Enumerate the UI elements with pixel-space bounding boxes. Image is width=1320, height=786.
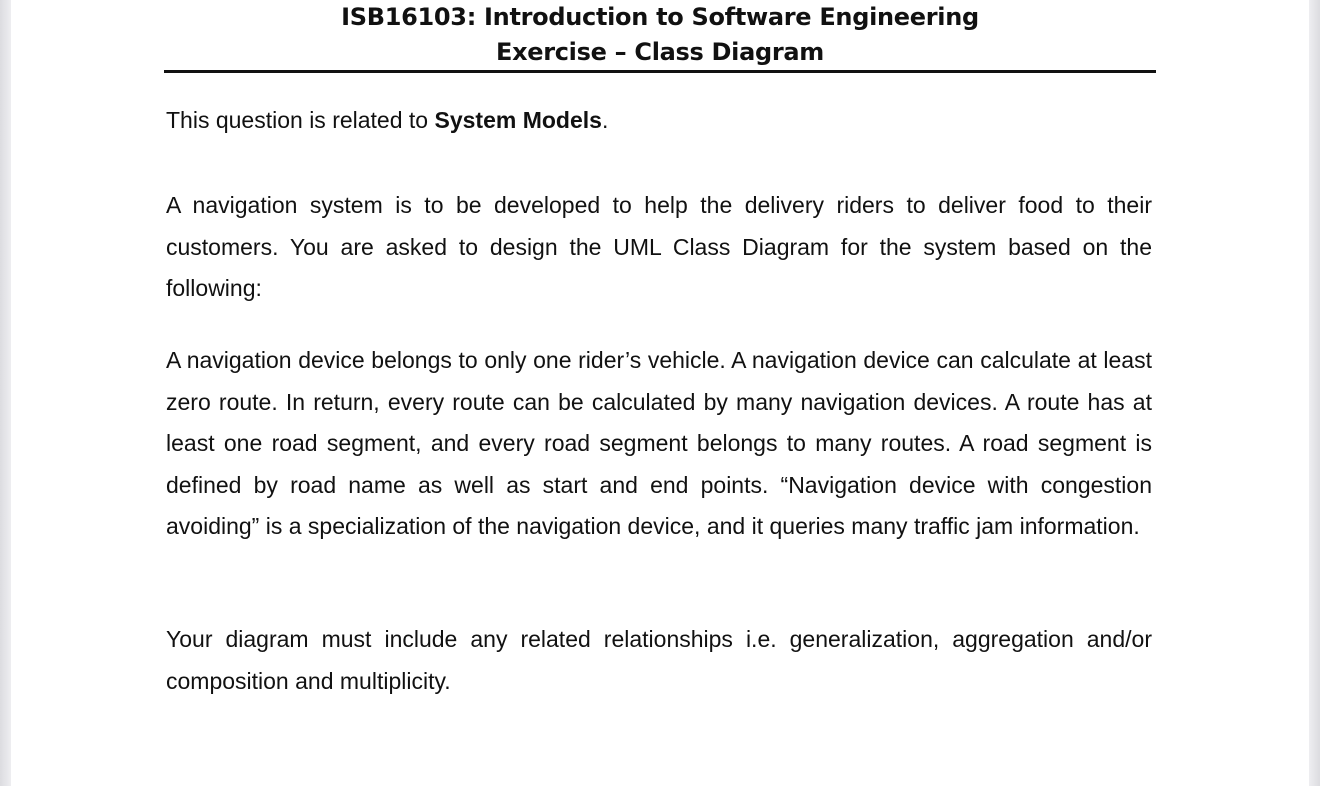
course-title: ISB16103: Introduction to Software Engineering [341, 3, 979, 31]
intro-prefix: This question is related to [166, 107, 435, 133]
paragraph-instructions: Your diagram must include any related relationships i.e. generalization, aggregation and/or composition and multiplicity. [166, 626, 1152, 694]
intro-sentence [166, 99, 1152, 141]
header-rule [164, 70, 1156, 73]
exercise-title: Exercise – Class Diagram [495, 38, 825, 66]
intro-suffix: . [601, 107, 609, 133]
viewer-margin-left [0, 0, 11, 786]
viewer-margin-right [1309, 0, 1320, 786]
document-header [164, 0, 1156, 70]
paragraph-requirements: A navigation device belongs to only one rider’s vehicle. A navigation device can calculate at least zero route. In return, every route can be calculated by many navigation devices. A route has at least one road segment, and every road segment belongs to many routes. A road segment is defined by road name as well as start and end points. “Navigation device with congestion avoiding” is a specialization of the navigation device, and it queries many traffic jam information. [166, 347, 1152, 539]
document-page [11, 0, 1309, 786]
paragraph-system-description: A navigation system is to be developed to help the delivery riders to deliver food to their customers. You are asked to design the UML Class Diagram for the system based on the following: [166, 192, 1152, 301]
intro-topic: System Models [434, 107, 602, 133]
